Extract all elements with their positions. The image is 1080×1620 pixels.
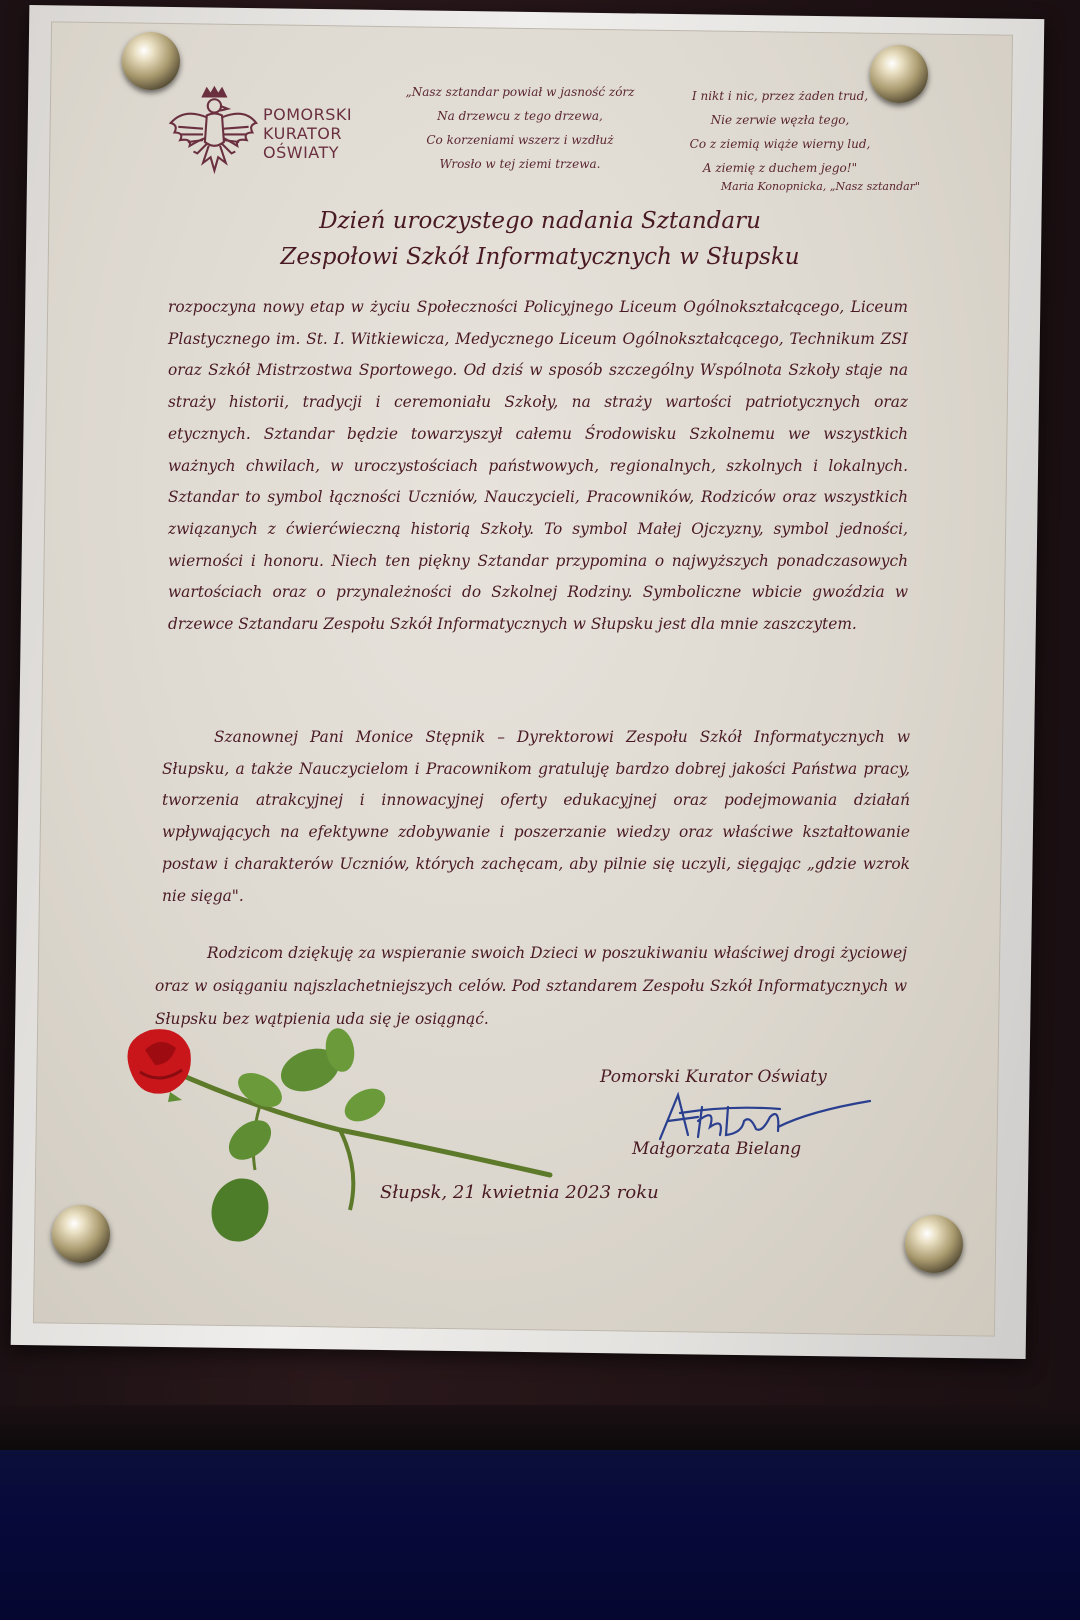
logo-line-2: KURATOR	[263, 124, 342, 143]
title-line-2: Zespołowi Szkół Informatycznych w Słupsku	[280, 244, 800, 270]
poem-left-stanza	[380, 80, 660, 176]
poem-citation: Maria Konopnicka, „Nasz sztandar"	[720, 180, 920, 193]
handwritten-signature-icon	[640, 1077, 880, 1147]
body-paragraph-2: Szanownej Pani Monice Stępnik – Dyrektorowi Zespołu Szkół Informatycznych w Słupsku, a także Nauczycielom i Pracownikom gratuluję bardzo dobrej jakości Państwa pracy, tworzenia atrakcyjnej i innowacyjnej oferty edukacyjnej oraz podejmowania działań wpływających na efektywne zdobywanie i poszerzanie wiedzy oraz właściwe kształtowanie postaw i charakterów Uczniów, których zachęcam, aby pilnie się uczyli, sięgając „gdzie wzrok nie sięga".	[162, 728, 910, 905]
poem-right-line-4: A ziemię z duchem jego!"	[702, 161, 858, 175]
poem-right-line-1: I nikt i nic, przez żaden trud,	[691, 89, 869, 103]
poem-left-line-4: Wrosło w tej ziemi trzewa.	[439, 157, 601, 171]
poem-left-line-1: „Nasz sztandar powiał w jasność zórz	[405, 85, 635, 99]
poem-right-line-2: Nie zerwie węzła tego,	[710, 113, 850, 127]
poem-right-stanza	[660, 84, 900, 180]
poem-left-line-3: Co korzeniami wszerz i wzdłuż	[426, 133, 614, 147]
body-paragraph-1: rozpoczyna nowy etap w życiu Społeczności Policyjnego Liceum Ogólnokształcącego, Liceum Plastycznego im. St. I. Witkiewicza, Medycznego Liceum Ogólnokształcącego, Technikum ZSI oraz Szkół Mistrzostwa Sportowego. Od dziś w sposób szczególny Wspólnota Szkoły staje na straży historii, tradycji i ceremoniału Szkoły, na straży wartości patriotycznych oraz etycznych. Sztandar będzie towarzyszył całemu Środowisku Szkolnemu we wszystkich ważnych chwilach, w uroczystościach państwowych, regionalnych, szkolnych i lokalnych. Sztandar to symbol łączności Uczniów, Nauczycieli, Pracowników, Rodziców oraz wszystkich związanych z ćwierćwieczną historią Szkoły. To symbol Małej Ojczyzny, symbol jedności, wierności i honoru. Niech ten piękny Sztandar przypomina o najwyższych ponadczasowych wartościach oraz o przynależności do Szkolnej Rodziny. Symboliczne wbicie gwoździa w drzewce Sztandaru Zespołu Szkół Informatycznych w Słupsku jest dla mnie zaszczytem.	[168, 298, 908, 634]
blue-velvet-surface	[0, 1450, 1080, 1620]
signature-role: Pomorski Kurator Oświaty	[600, 1067, 827, 1087]
plaque-title	[200, 203, 880, 275]
logo-line-3: OŚWIATY	[263, 143, 340, 162]
bottom-left-screw-icon	[52, 1205, 110, 1263]
poem-left-line-2: Na drzewcu z tego drzewa,	[437, 109, 603, 123]
bottom-right-screw-icon	[905, 1215, 963, 1273]
logo-line-1: POMORSKI	[263, 105, 353, 124]
kurator-logo-text	[263, 105, 378, 162]
eagle-emblem-icon	[165, 85, 260, 180]
kurator-logo	[165, 85, 375, 185]
top-left-screw-icon	[122, 32, 180, 90]
board-bottom-edge	[0, 1405, 1080, 1450]
body-paragraph-3: Rodzicom dziękuję za wspieranie swoich Dzieci w poszukiwaniu właściwej drogi życiowej oraz w osiąganiu najszlachetniejszych celów. Pod sztandarem Zespołu Szkół Informatycznych w Słupsku bez wątpienia uda się je osiągnąć.	[155, 944, 907, 1028]
poem-right-line-3: Co z ziemią wiąże wierny lud,	[689, 137, 871, 151]
red-rose-icon	[110, 1010, 570, 1250]
signature-name: Małgorzata Bielang	[632, 1139, 802, 1159]
title-line-1: Dzień uroczystego nadania Sztandaru	[319, 208, 761, 234]
place-and-date: Słupsk, 21 kwietnia 2023 roku	[380, 1182, 659, 1203]
